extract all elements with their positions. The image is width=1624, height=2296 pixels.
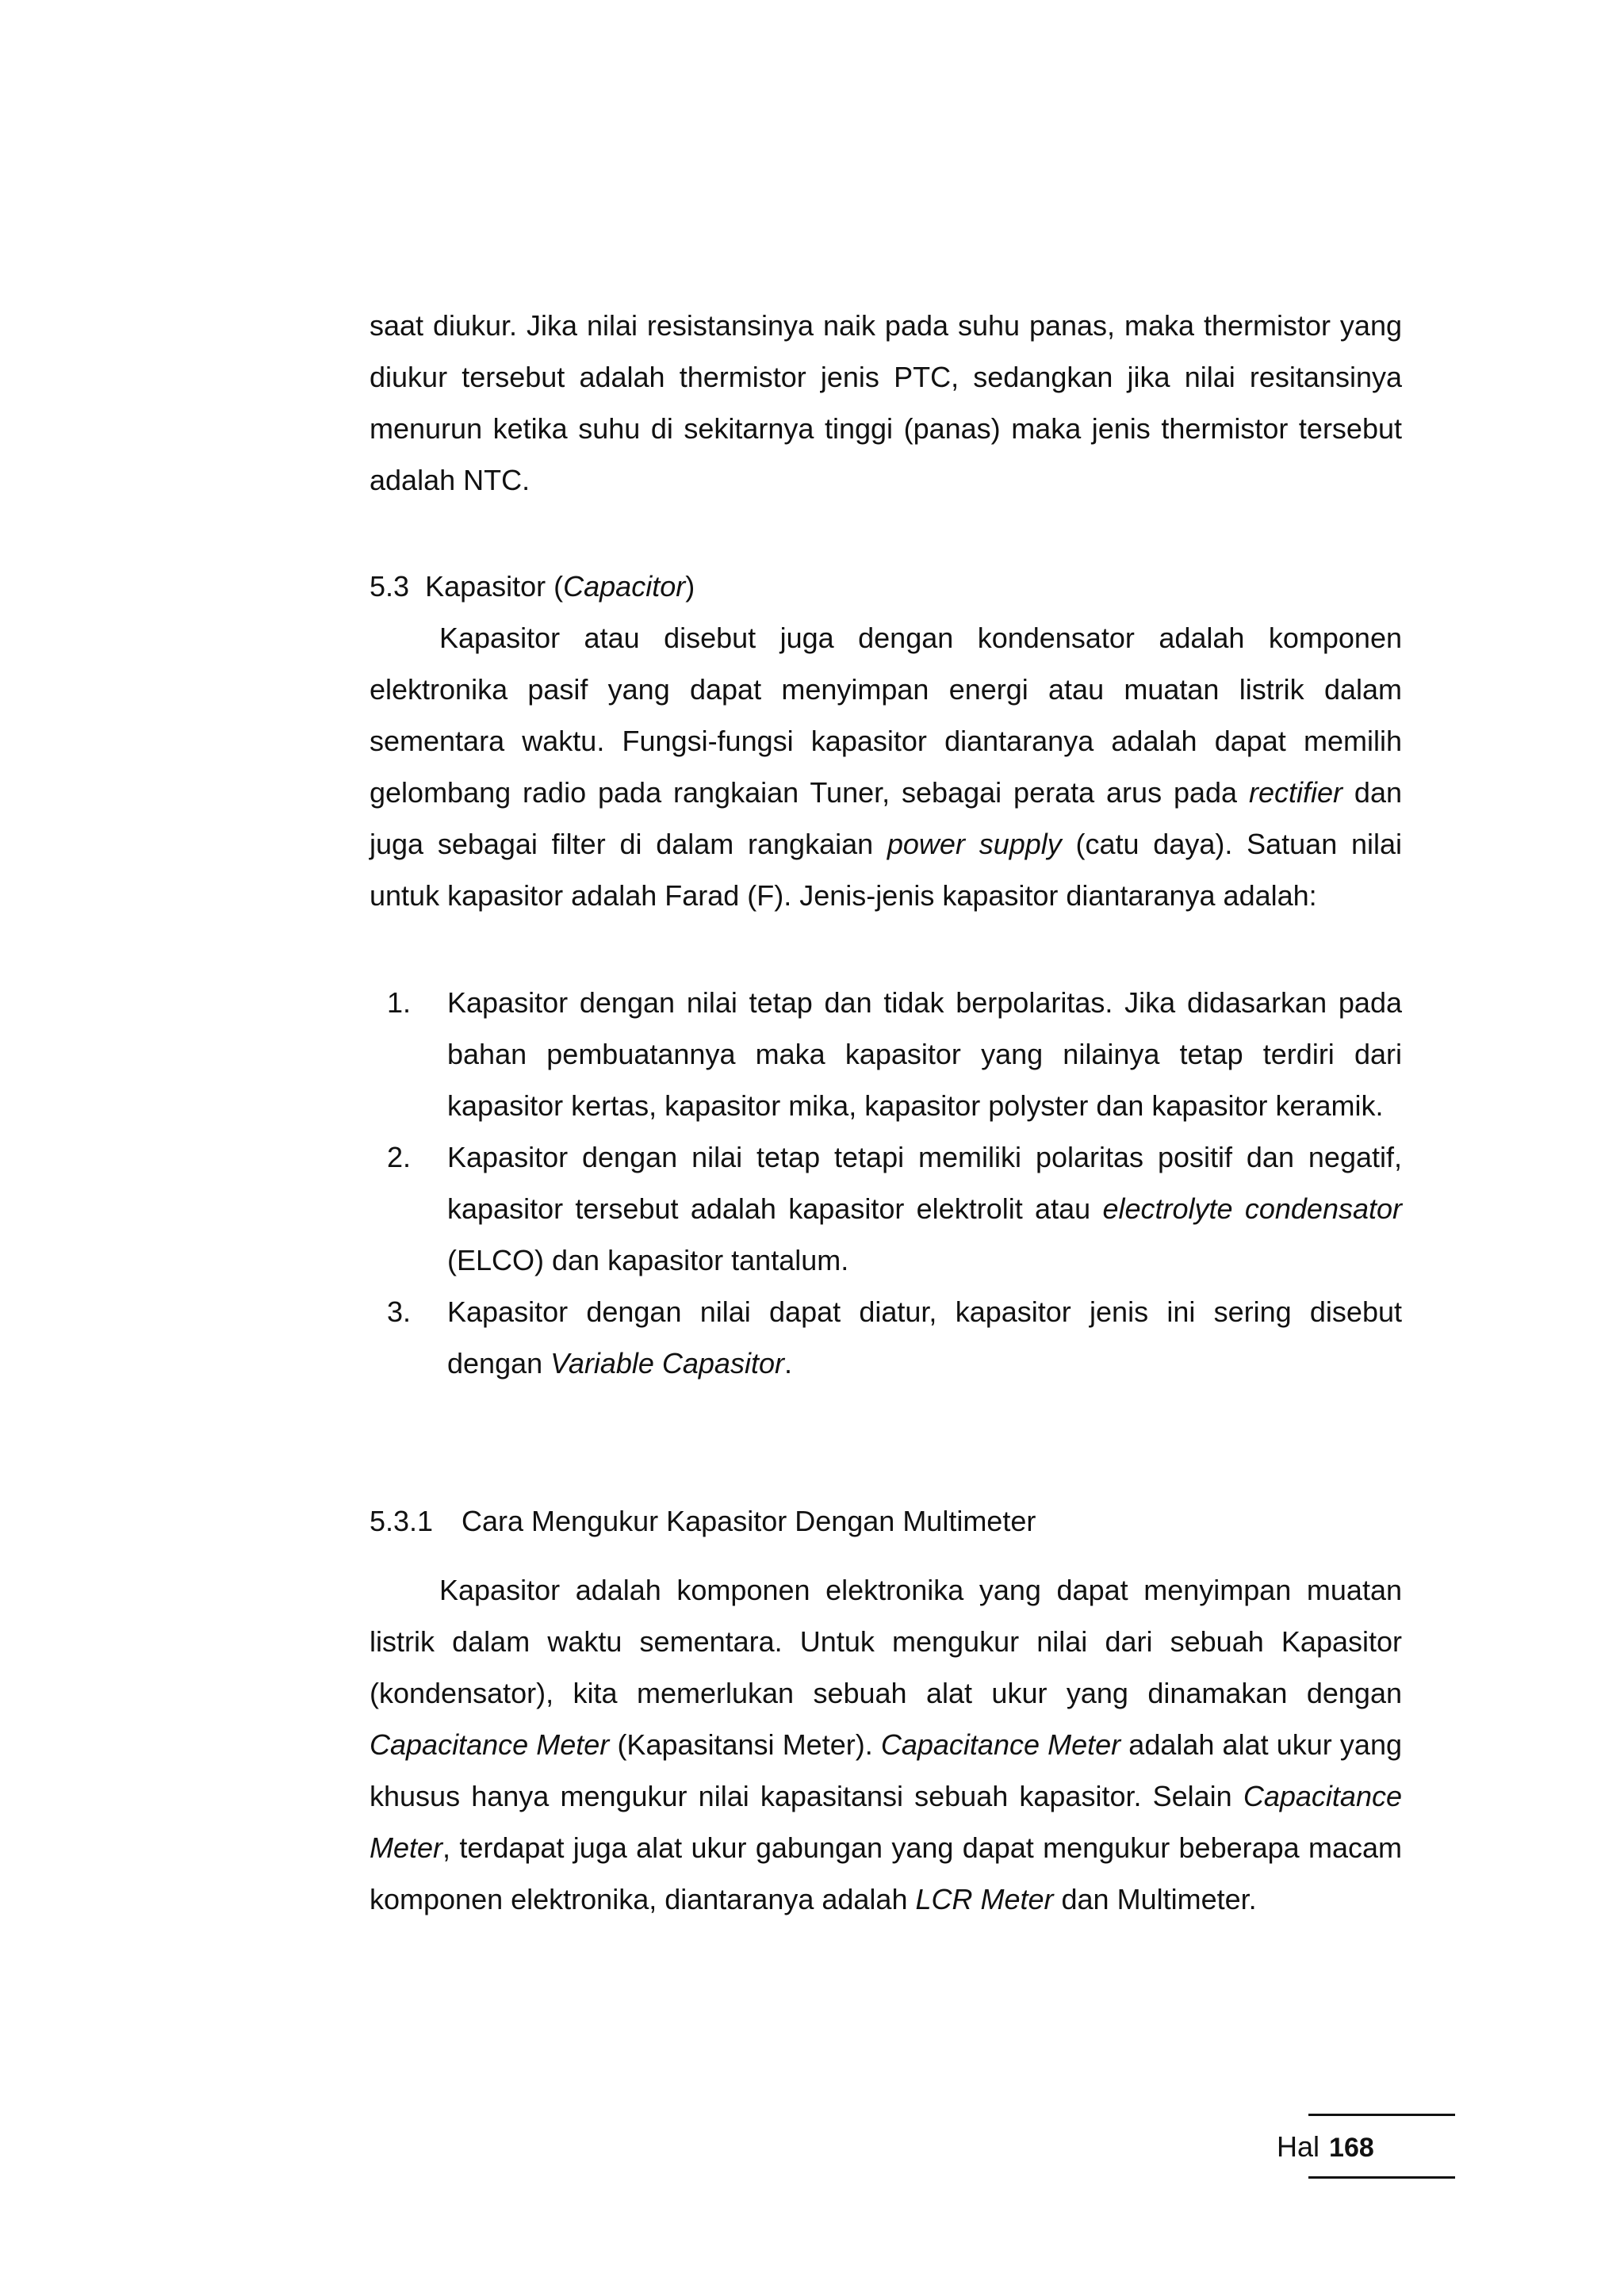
paragraph-capacitance-meter xyxy=(370,1564,1402,1925)
footer-rule-bottom xyxy=(1308,2176,1455,2179)
section-heading-5-3-1 xyxy=(370,1495,1036,1547)
paragraph-text: Kapasitor atau disebut juga dengan kondensator adalah komponen elektronika pasif yang dapat menyimpan energi atau muatan listrik dalam sementara waktu. Fungsi-fungsi kapasitor diantaranya adalah dapat memilih gelombang radio pada rangkaian Tuner, sebagai perata arus pada rectifier dan juga sebagai filter di dalam rangkaian power supply (catu daya). Satuan nilai untuk kapasitor adalah Farad (F). Jenis-jenis kapasitor diantaranya adalah: xyxy=(370,622,1403,912)
footer-rule-top xyxy=(1308,2114,1455,2116)
list-item xyxy=(370,1131,1402,1286)
section-number: 5.3.1 xyxy=(370,1505,434,1537)
paragraph-capacitor-intro xyxy=(370,612,1402,921)
section-title: Kapasitor ( xyxy=(425,570,564,603)
list-item-number: 2. xyxy=(387,1141,412,1173)
paragraph-text: saat diukur. Jika nilai resistansinya naik pada suhu panas, maka thermistor yang diukur tersebut adalah thermistor jenis PTC, sedangkan jika nilai resitansinya menurun ketika suhu di sekitarnya tinggi (panas) maka jenis thermistor tersebut adalah NTC. xyxy=(370,309,1402,496)
section-title-close: ) xyxy=(685,570,695,603)
page-label: Hal xyxy=(1277,2130,1320,2163)
page-footer xyxy=(1277,2125,1374,2170)
list-item-text: Kapasitor dengan nilai dapat diatur, kapasitor jenis ini sering disebut dengan Variable Capasitor. xyxy=(447,1295,1402,1380)
capacitor-types-list xyxy=(370,977,1402,1389)
list-item xyxy=(370,977,1402,1131)
list-item xyxy=(370,1286,1402,1389)
list-item-number: 1. xyxy=(387,986,412,1019)
list-item-text: Kapasitor dengan nilai tetap tetapi memiliki polaritas positif dan negatif, kapasitor tersebut adalah kapasitor elektrolit atau electrolyte condensator (ELCO) dan kapasitor tantalum. xyxy=(447,1141,1403,1276)
section-number: 5.3 xyxy=(370,570,410,603)
section-heading-5-3 xyxy=(370,561,695,612)
paragraph-thermistor-conclusion xyxy=(370,300,1402,506)
page-number: 168 xyxy=(1329,2133,1374,2163)
section-title-italic: Capacitor xyxy=(563,570,686,603)
paragraph-text: Kapasitor adalah komponen elektronika yang dapat menyimpan muatan listrik dalam waktu sementara. Untuk mengukur nilai dari sebuah Kapasitor (kondensator), kita memerlukan sebuah alat ukur yang dinamakan dengan Capacitance Meter (Kapasitansi Meter). Capacitance Meter adalah alat ukur yang khusus hanya mengukur nilai kapasitansi sebuah kapasitor. Selain Capacitance Meter, terdapat juga alat ukur gabungan yang dapat mengukur beberapa macam komponen elektronika, diantaranya adalah LCR Meter dan Multimeter. xyxy=(370,1574,1402,1915)
list-item-number: 3. xyxy=(387,1295,412,1328)
list-item-text: Kapasitor dengan nilai tetap dan tidak berpolaritas. Jika didasarkan pada bahan pembuatannya maka kapasitor yang nilainya tetap terdiri dari kapasitor kertas, kapasitor mika, kapasitor polyster dan kapasitor keramik. xyxy=(447,986,1402,1122)
section-title: Cara Mengukur Kapasitor Dengan Multimeter xyxy=(462,1505,1036,1537)
